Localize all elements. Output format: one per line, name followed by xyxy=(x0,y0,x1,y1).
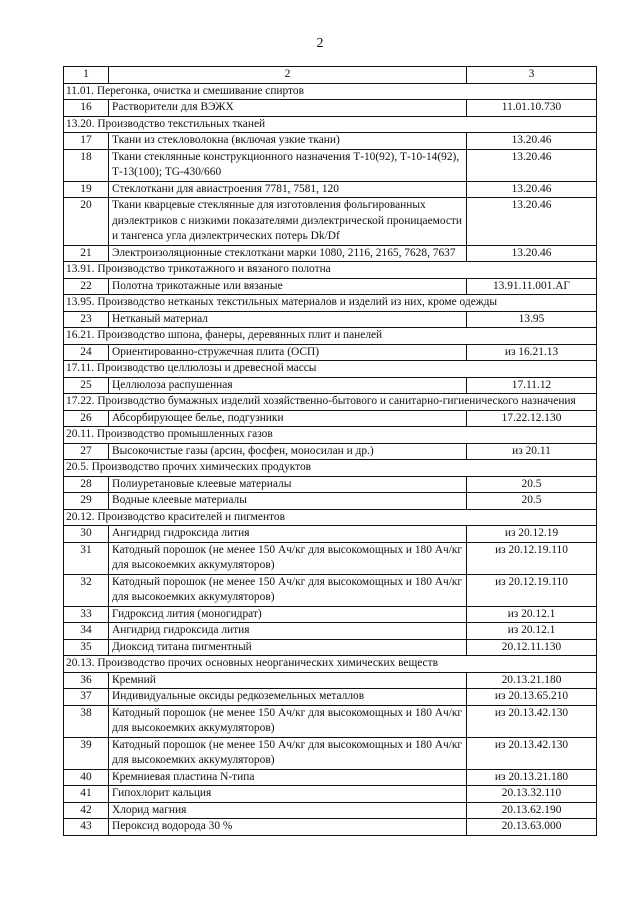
row-number: 42 xyxy=(64,802,109,819)
row-number: 20 xyxy=(64,198,109,246)
row-name: Гидроксид лития (моногидрат) xyxy=(109,606,467,623)
row-name: Электроизоляционные стеклоткани марки 1080, 2116, 2165, 7628, 7637 xyxy=(109,245,467,262)
section-title: 17.11. Производство целлюлозы и древесной массы xyxy=(64,361,597,378)
row-code: 13.20.46 xyxy=(467,245,597,262)
table-row xyxy=(64,245,597,262)
row-number: 41 xyxy=(64,786,109,803)
row-name: Пероксид водорода 30 % xyxy=(109,819,467,836)
row-name: Диоксид титана пигментный xyxy=(109,639,467,656)
section-title: 20.11. Производство промышленных газов xyxy=(64,427,597,444)
row-name: Катодный порошок (не менее 150 Ач/кг для высокомощных и 180 Ач/кг для высокоемких аккумуляторов) xyxy=(109,737,467,769)
row-number: 21 xyxy=(64,245,109,262)
row-name: Ткани кварцевые стеклянные для изготовления фольгированных диэлектриков с низкими показателями диэлектрической проницаемости и тангенса угла диэлектрических потерь Dk/Df xyxy=(109,198,467,246)
row-name: Катодный порошок (не менее 150 Ач/кг для высокомощных и 180 Ач/кг для высокоемких аккумуляторов) xyxy=(109,574,467,606)
row-number: 38 xyxy=(64,705,109,737)
table-row xyxy=(64,149,597,181)
section-title: 16.21. Производство шпона, фанеры, деревянных плит и панелей xyxy=(64,328,597,345)
row-number: 33 xyxy=(64,606,109,623)
row-code: из 16.21.13 xyxy=(467,344,597,361)
table-row xyxy=(64,689,597,706)
row-code: 13.20.46 xyxy=(467,181,597,198)
row-code: 20.5 xyxy=(467,476,597,493)
row-name: Ткани стеклянные конструкционного назначения Т-10(92), Т-10-14(92), Т-13(100); TG-430/660 xyxy=(109,149,467,181)
row-name: Кремний xyxy=(109,672,467,689)
section-title: 13.20. Производство текстильных тканей xyxy=(64,116,597,133)
section-row xyxy=(64,262,597,279)
section-row xyxy=(64,116,597,133)
row-code: из 20.13.65.210 xyxy=(467,689,597,706)
section-row xyxy=(64,656,597,673)
row-number: 19 xyxy=(64,181,109,198)
row-name: Кремниевая пластина N-типа xyxy=(109,769,467,786)
table-row xyxy=(64,181,597,198)
row-code: из 20.12.1 xyxy=(467,606,597,623)
row-name: Гипохлорит кальция xyxy=(109,786,467,803)
table-row xyxy=(64,133,597,150)
section-row xyxy=(64,361,597,378)
row-name: Ангидрид гидроксида лития xyxy=(109,526,467,543)
row-name: Катодный порошок (не менее 150 Ач/кг для высокомощных и 180 Ач/кг для высокоемких аккумуляторов) xyxy=(109,542,467,574)
row-code: из 20.13.21.180 xyxy=(467,769,597,786)
table-row xyxy=(64,802,597,819)
row-number: 26 xyxy=(64,410,109,427)
row-code: из 20.13.42.130 xyxy=(467,705,597,737)
row-number: 31 xyxy=(64,542,109,574)
row-name: Хлорид магния xyxy=(109,802,467,819)
table-row xyxy=(64,705,597,737)
row-number: 34 xyxy=(64,623,109,640)
row-code: из 20.13.42.130 xyxy=(467,737,597,769)
row-name: Ткани из стекловолокна (включая узкие ткани) xyxy=(109,133,467,150)
products-table xyxy=(63,66,597,836)
row-number: 28 xyxy=(64,476,109,493)
row-number: 39 xyxy=(64,737,109,769)
row-name: Индивидуальные оксиды редкоземельных металлов xyxy=(109,689,467,706)
row-name: Высокочистые газы (арсин, фосфен, моносилан и др.) xyxy=(109,443,467,460)
row-name: Полотна трикотажные или вязаные xyxy=(109,278,467,295)
row-name: Целлюлоза распушенная xyxy=(109,377,467,394)
table-row xyxy=(64,672,597,689)
row-code: 13.91.11.001.АГ xyxy=(467,278,597,295)
section-row xyxy=(64,394,597,411)
table-row xyxy=(64,344,597,361)
section-title: 13.95. Производство нетканых текстильных материалов и изделий из них, кроме одежды xyxy=(64,295,597,312)
table-row xyxy=(64,769,597,786)
section-row xyxy=(64,328,597,345)
section-row xyxy=(64,509,597,526)
row-code: 20.5 xyxy=(467,493,597,510)
row-number: 16 xyxy=(64,100,109,117)
section-title: 11.01. Перегонка, очистка и смешивание спиртов xyxy=(64,83,597,100)
row-number: 24 xyxy=(64,344,109,361)
row-code: 17.11.12 xyxy=(467,377,597,394)
row-code: 20.13.62.190 xyxy=(467,802,597,819)
row-number: 23 xyxy=(64,311,109,328)
table-row xyxy=(64,574,597,606)
table-row xyxy=(64,819,597,836)
table-row xyxy=(64,606,597,623)
page-number: 2 xyxy=(316,36,324,51)
row-code: 13.95 xyxy=(467,311,597,328)
table-row xyxy=(64,639,597,656)
row-name: Катодный порошок (не менее 150 Ач/кг для высокомощных и 180 Ач/кг для высокоемких аккумуляторов) xyxy=(109,705,467,737)
row-code: из 20.12.19 xyxy=(467,526,597,543)
row-name: Абсорбирующее белье, подгузники xyxy=(109,410,467,427)
table-row xyxy=(64,377,597,394)
row-name: Растворители для ВЭЖХ xyxy=(109,100,467,117)
row-code: 13.20.46 xyxy=(467,149,597,181)
section-title: 17.22. Производство бумажных изделий хозяйственно-бытового и санитарно-гигиенического назначения xyxy=(64,394,597,411)
header-cell: 1 xyxy=(64,67,109,84)
table-row xyxy=(64,410,597,427)
row-number: 29 xyxy=(64,493,109,510)
table-row xyxy=(64,100,597,117)
table-row xyxy=(64,526,597,543)
row-code: из 20.12.1 xyxy=(467,623,597,640)
row-number: 17 xyxy=(64,133,109,150)
table-row xyxy=(64,786,597,803)
section-row xyxy=(64,295,597,312)
section-title: 20.12. Производство красителей и пигментов xyxy=(64,509,597,526)
row-number: 22 xyxy=(64,278,109,295)
table-row xyxy=(64,311,597,328)
section-row xyxy=(64,460,597,477)
table-row xyxy=(64,278,597,295)
row-name: Водные клеевые материалы xyxy=(109,493,467,510)
section-title: 20.5. Производство прочих химических продуктов xyxy=(64,460,597,477)
row-name: Ориентированно-стружечная плита (ОСП) xyxy=(109,344,467,361)
section-title: 20.13. Производство прочих основных неорганических химических веществ xyxy=(64,656,597,673)
row-number: 37 xyxy=(64,689,109,706)
row-number: 36 xyxy=(64,672,109,689)
row-code: 11.01.10.730 xyxy=(467,100,597,117)
row-number: 43 xyxy=(64,819,109,836)
table-row xyxy=(64,198,597,246)
header-cell: 3 xyxy=(467,67,597,84)
section-title: 13.91. Производство трикотажного и вязаного полотна xyxy=(64,262,597,279)
row-name: Ангидрид гидроксида лития xyxy=(109,623,467,640)
row-number: 32 xyxy=(64,574,109,606)
row-number: 35 xyxy=(64,639,109,656)
row-code: 17.22.12.130 xyxy=(467,410,597,427)
row-name: Нетканый материал xyxy=(109,311,467,328)
table-row xyxy=(64,493,597,510)
row-number: 30 xyxy=(64,526,109,543)
section-row xyxy=(64,83,597,100)
row-name: Полиуретановые клеевые материалы xyxy=(109,476,467,493)
row-code: 20.13.21.180 xyxy=(467,672,597,689)
table-header-row xyxy=(64,67,597,84)
table-row xyxy=(64,443,597,460)
table-row xyxy=(64,542,597,574)
row-code: 20.13.32.110 xyxy=(467,786,597,803)
table-row xyxy=(64,737,597,769)
section-row xyxy=(64,427,597,444)
row-code: из 20.12.19.110 xyxy=(467,542,597,574)
row-name: Стеклоткани для авиастроения 7781, 7581, 120 xyxy=(109,181,467,198)
row-number: 27 xyxy=(64,443,109,460)
row-code: 13.20.46 xyxy=(467,133,597,150)
table-row xyxy=(64,623,597,640)
row-code: из 20.12.19.110 xyxy=(467,574,597,606)
row-code: 20.12.11.130 xyxy=(467,639,597,656)
table-row xyxy=(64,476,597,493)
row-number: 25 xyxy=(64,377,109,394)
row-code: из 20.11 xyxy=(467,443,597,460)
row-code: 20.13.63.000 xyxy=(467,819,597,836)
header-cell: 2 xyxy=(109,67,467,84)
row-code: 13.20.46 xyxy=(467,198,597,246)
row-number: 40 xyxy=(64,769,109,786)
row-number: 18 xyxy=(64,149,109,181)
